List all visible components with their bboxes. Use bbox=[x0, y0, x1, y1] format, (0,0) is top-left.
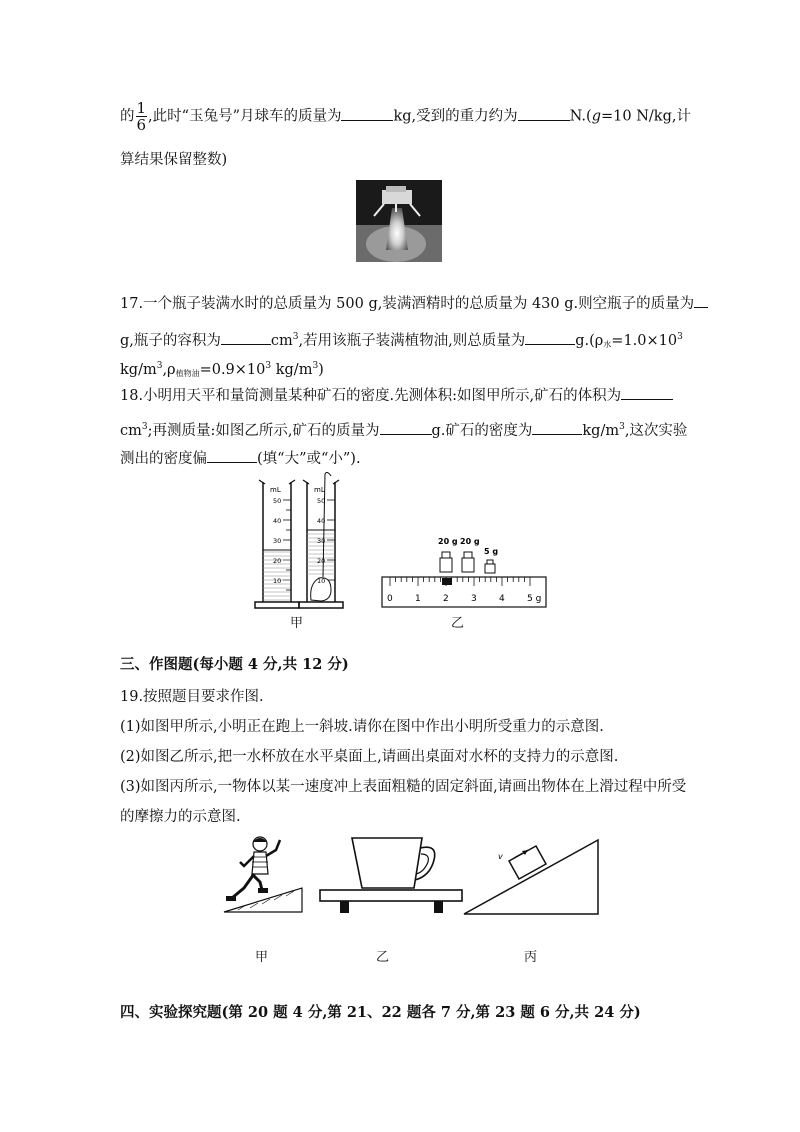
q16-line1: 的 $\frac{1}{6}$ ,此时“玉兔号”月球车的质量为 kg,受到的重力约为 N.(g=10 N/kg,计 bbox=[120, 99, 691, 134]
cylinder-tick-label: 30 bbox=[273, 537, 282, 545]
scale-tick-label: 3 bbox=[471, 594, 477, 604]
weight-20g bbox=[438, 537, 458, 572]
section-3-title: 三、作图题(每小题 4 分,共 12 分) bbox=[120, 656, 349, 673]
cylinder-tick-label: 30 bbox=[317, 537, 326, 545]
scale-tick-label: 4 bbox=[499, 594, 505, 604]
fraction-one-sixth: $\frac{1}{6}$ bbox=[136, 99, 147, 134]
weight-5g bbox=[484, 547, 498, 573]
cylinder-tick-label: 20 bbox=[273, 557, 282, 565]
cup-on-table-figure bbox=[318, 836, 466, 916]
scale-tick-label: 5 g bbox=[527, 594, 542, 604]
answer-blank[interactable] bbox=[518, 106, 570, 121]
answer-blank[interactable] bbox=[621, 385, 673, 400]
q19-stem: 19.按照题目要求作图. bbox=[120, 689, 264, 705]
q19-part3-line1: (3)如图丙所示,一物体以某一速度冲上表面粗糙的固定斜面,请画出物体在上滑过程中所受 bbox=[120, 779, 687, 795]
figure-caption-jia: 甲 bbox=[255, 950, 269, 965]
weight-20g bbox=[460, 537, 480, 572]
balance-beam-scale bbox=[382, 577, 546, 607]
figure-caption-jia: 甲 bbox=[290, 616, 304, 631]
cylinder-right bbox=[299, 472, 343, 608]
scale-tick-label: 1 bbox=[415, 594, 421, 604]
q17-line3: $kg/m^3,\rho_{植物油}=0.9\times 10^3$ $kg/m^3$) bbox=[120, 361, 324, 378]
answer-blank[interactable] bbox=[341, 106, 393, 121]
rider-slider bbox=[442, 578, 452, 585]
svg-text:20 g: 20 g bbox=[460, 537, 480, 546]
q16-line2: 算结果保留整数) bbox=[120, 152, 228, 168]
cylinder-tick-label: 50 bbox=[273, 497, 282, 505]
cylinder-tick-label: 10 bbox=[317, 577, 326, 585]
section-4-title: 四、实验探究题(第 20 题 4 分,第 21、22 题各 7 分,第 23 题 6 分,共 24 分) bbox=[120, 1004, 641, 1021]
svg-text:5 g: 5 g bbox=[484, 547, 499, 556]
scale-tick-label: 0 bbox=[387, 594, 393, 604]
q19-part1: (1)如图甲所示,小明正在跑上一斜坡.请你在图中作出小明所受重力的示意图. bbox=[120, 719, 604, 735]
lunar-lander-photo bbox=[356, 180, 442, 262]
q18-line3: 测出的密度偏 (填“大”或“小”). bbox=[120, 448, 361, 469]
cylinder-unit-label: mL bbox=[314, 486, 325, 494]
cylinder-unit-label: mL bbox=[270, 486, 281, 494]
answer-blank[interactable] bbox=[694, 293, 708, 308]
figure-caption-yi: 乙 bbox=[376, 950, 390, 965]
answer-blank[interactable] bbox=[525, 330, 575, 345]
q18-line2: $cm^3$;再测质量:如图乙所示,矿石的质量为 g.矿石的密度为 $kg/m^3$,这次实验 bbox=[120, 422, 688, 439]
balance-weights-figure bbox=[378, 530, 550, 612]
q19-part2: (2)如图乙所示,把一水杯放在水平桌面上,请画出桌面对水杯的支持力的示意图. bbox=[120, 749, 619, 765]
cylinder-tick-label: 50 bbox=[317, 497, 326, 505]
runner-on-slope-figure bbox=[218, 832, 308, 916]
cylinder-tick-label: 10 bbox=[273, 577, 282, 585]
answer-blank[interactable] bbox=[221, 330, 271, 345]
answer-blank[interactable] bbox=[380, 420, 432, 435]
block-on-incline-figure bbox=[462, 828, 608, 918]
figure-caption-bing: 丙 bbox=[524, 950, 538, 965]
answer-blank[interactable] bbox=[532, 420, 582, 435]
graduated-cylinders-figure bbox=[245, 472, 355, 622]
cylinder-tick-label: 40 bbox=[317, 517, 326, 525]
cylinder-tick-label: 40 bbox=[273, 517, 282, 525]
cylinder-left bbox=[255, 480, 299, 608]
q18-line1: 18.小明用天平和量筒测量某种矿石的密度.先测体积:如图甲所示,矿石的体积为 bbox=[120, 385, 673, 406]
q17-line2: g,瓶子的容积为 $cm^3$,若用该瓶子装满植物油,则总质量为 $g.(\rho_水=1.0\times 10^3$ bbox=[120, 332, 683, 349]
q17-line1: 17.一个瓶子装满水时的总质量为 500 g,装满酒精时的总质量为 430 g.则空瓶子的质量为 bbox=[120, 293, 708, 314]
cylinder-tick-label: 20 bbox=[317, 557, 326, 565]
answer-blank[interactable] bbox=[207, 448, 257, 463]
velocity-label: v bbox=[498, 852, 503, 861]
scale-tick-label: 2 bbox=[443, 594, 449, 604]
q19-part3-line2: 的摩擦力的示意图. bbox=[120, 809, 241, 825]
svg-text:20 g: 20 g bbox=[438, 537, 458, 546]
figure-caption-yi: 乙 bbox=[451, 616, 465, 631]
